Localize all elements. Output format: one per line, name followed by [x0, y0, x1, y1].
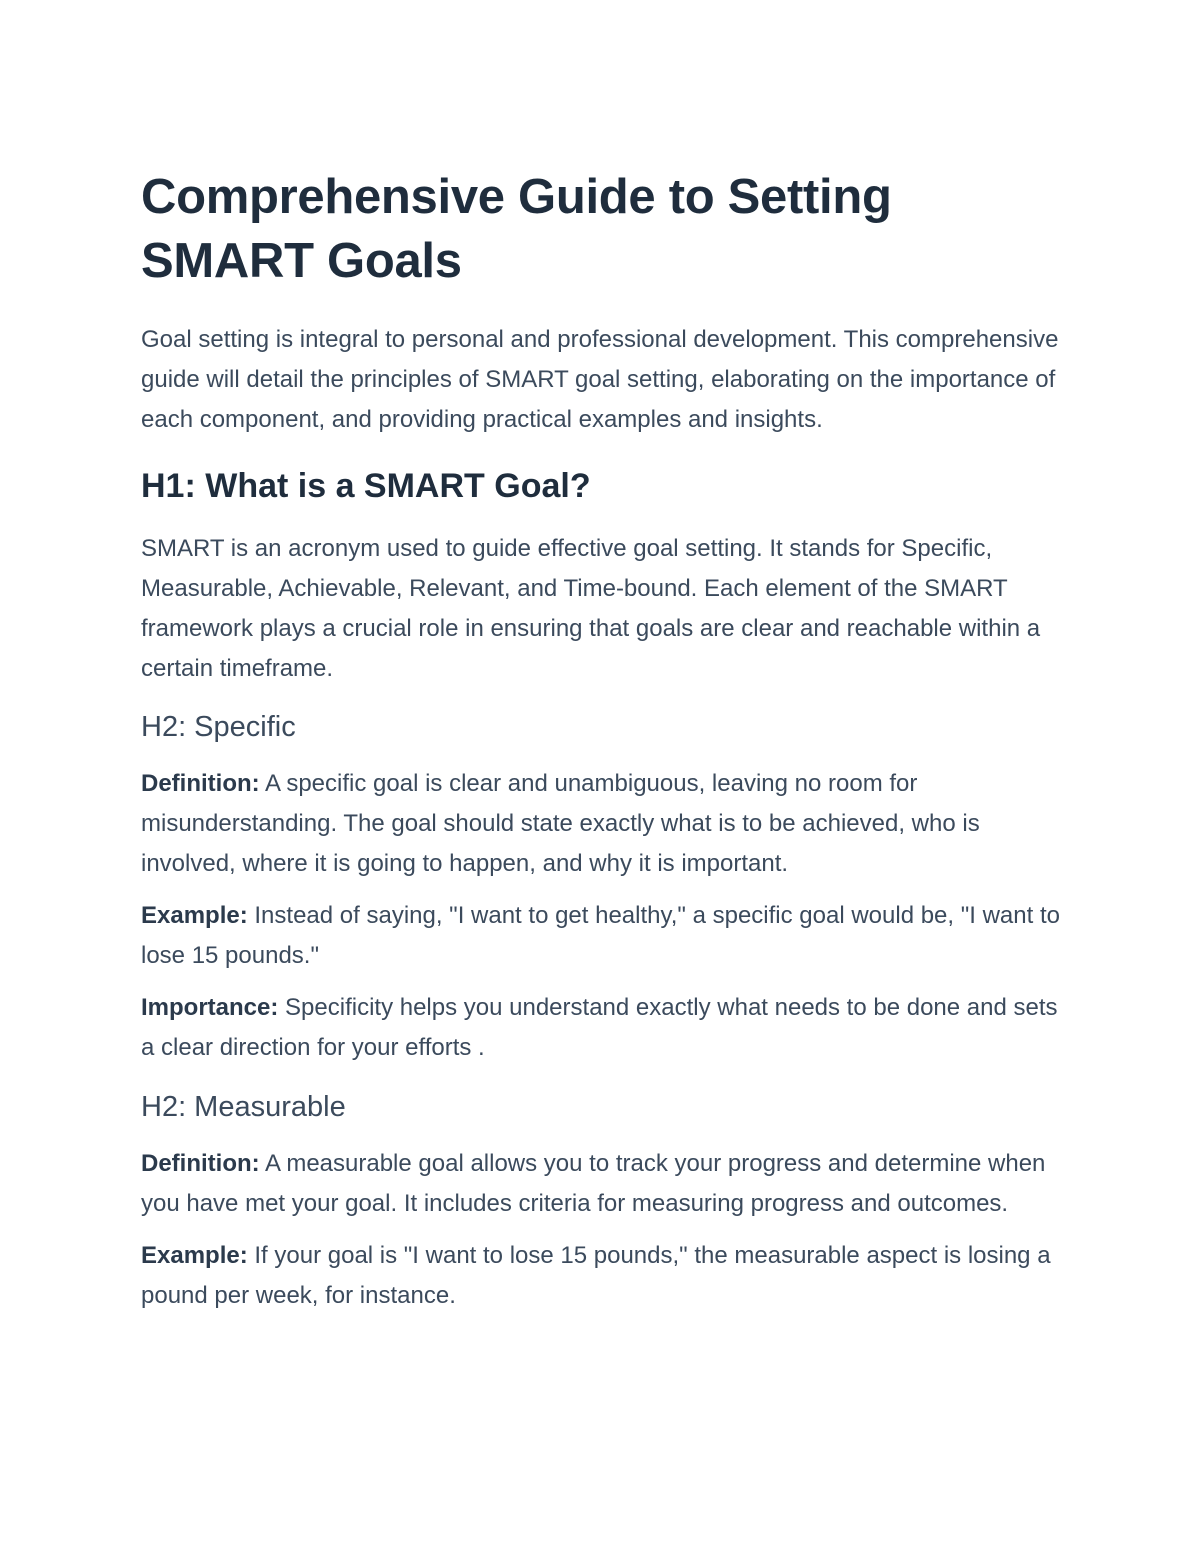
measurable-definition [141, 1144, 1066, 1224]
specific-example-label: Example: [141, 902, 248, 929]
specific-definition [141, 764, 1066, 884]
document-page [141, 165, 1066, 1316]
specific-importance-text: Specificity helps you understand exactly what needs to be done and sets a clear direction for your efforts . [141, 994, 1058, 1061]
heading-measurable: H2: Measurable [141, 1091, 346, 1123]
specific-importance-label: Importance: [141, 994, 279, 1021]
measurable-example-text: If your goal is "I want to lose 15 pounds," the measurable aspect is losing a pound per week, for instance. [141, 1242, 1051, 1309]
measurable-example [141, 1236, 1066, 1316]
measurable-definition-label: Definition: [141, 1150, 260, 1177]
smart-definition-paragraph: SMART is an acronym used to guide effective goal setting. It stands for Specific, Measurable, Achievable, Relevant, and Time-bound. Each element of the SMART framework plays a crucial role in ensuring that goals are clear and reachable within a certain timeframe. [141, 535, 1041, 682]
specific-importance [141, 988, 1066, 1068]
heading-specific: H2: Specific [141, 711, 296, 743]
heading-what-is-smart: H1: What is a SMART Goal? [141, 467, 591, 505]
document-title: Comprehensive Guide to Setting SMART Goals [141, 170, 892, 288]
intro-paragraph: Goal setting is integral to personal and professional development. This comprehensive guide will detail the principles of SMART goal setting, elaborating on the importance of each component, and providing practical examples and insights. [141, 326, 1059, 433]
specific-definition-label: Definition: [141, 770, 260, 797]
measurable-definition-text: A measurable goal allows you to track your progress and determine when you have met your goal. It includes criteria for measuring progress and outcomes. [141, 1150, 1046, 1217]
specific-definition-text: A specific goal is clear and unambiguous, leaving no room for misunderstanding. The goal should state exactly what is to be achieved, who is involved, where it is going to happen, and why it is important. [141, 770, 980, 877]
measurable-example-label: Example: [141, 1242, 248, 1269]
specific-example-text: Instead of saying, "I want to get healthy," a specific goal would be, "I want to lose 15 pounds." [141, 902, 1060, 969]
specific-example [141, 896, 1066, 976]
